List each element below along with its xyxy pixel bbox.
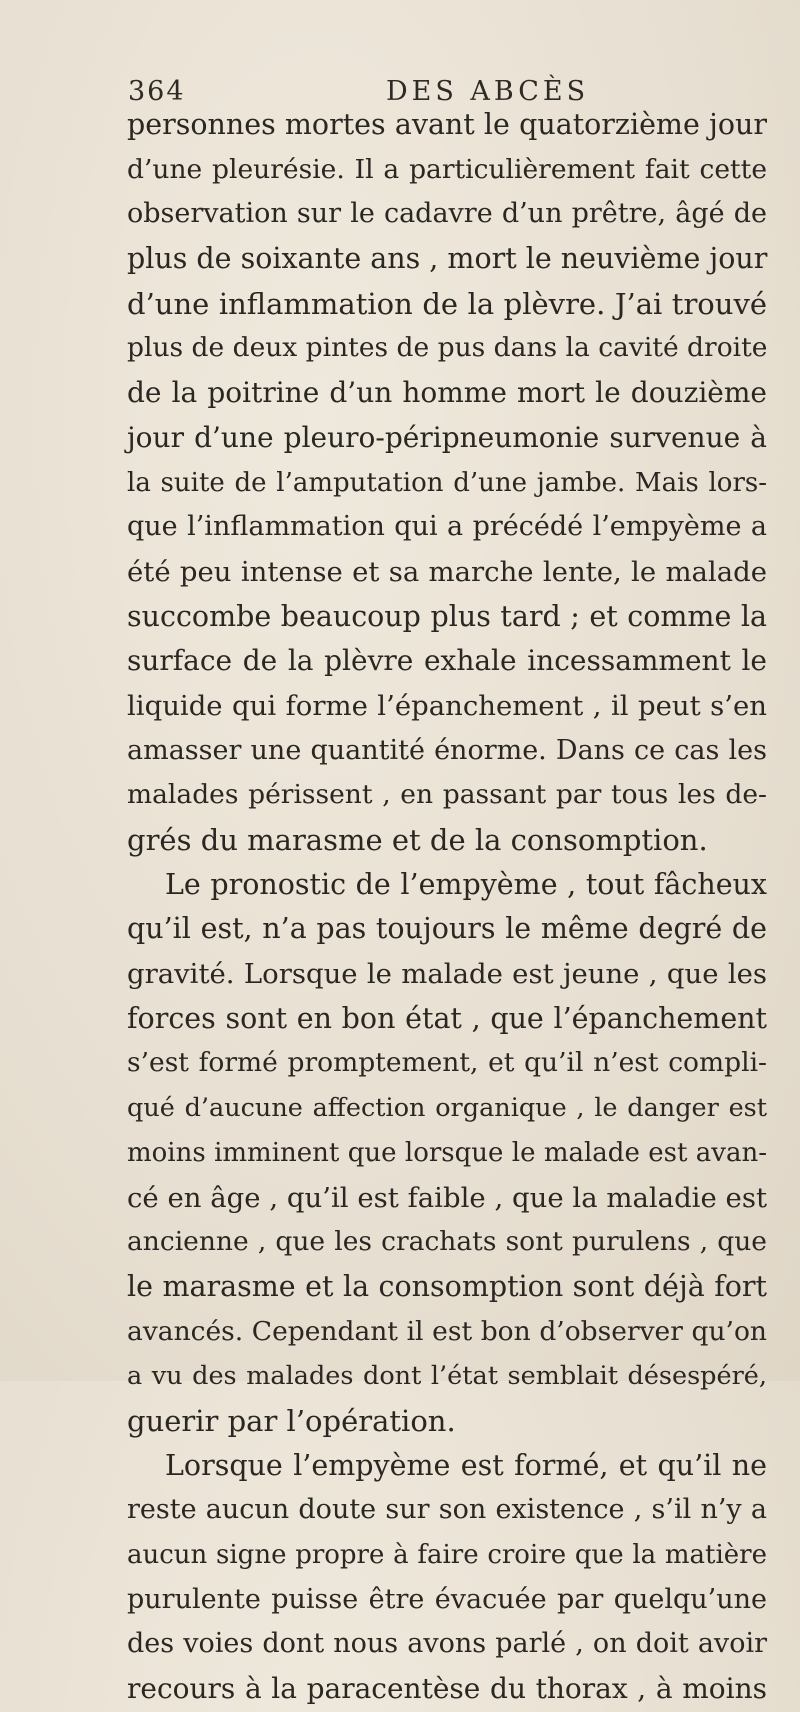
- text-line: guerir par l’opération.: [127, 1403, 456, 1438]
- text-line: Le pronostic de l’empyème , tout fâcheux: [165, 867, 767, 901]
- text-line: des voies dont nous avons parlé , on doit avoir: [127, 1628, 767, 1660]
- page-number: 364: [128, 76, 186, 107]
- text-line: a vu des malades dont l’état semblait désespéré,: [127, 1361, 767, 1392]
- text-line: purulente puisse être évacuée par quelqu’une: [127, 1583, 767, 1615]
- text-line: cé en âge , qu’il est faible , que la maladie est: [127, 1181, 767, 1214]
- text-line: qué d’aucune affection organique , le danger est: [127, 1093, 767, 1124]
- text-line: qu’il est, n’a pas toujours le même degré de: [127, 912, 767, 946]
- text-line: liquide qui forme l’épanchement , il peut s’en: [127, 689, 767, 722]
- text-line: recours à la paracentèse du thorax , à moins: [127, 1672, 767, 1706]
- text-line: s’est formé promptement, et qu’il n’est compli-: [127, 1047, 767, 1079]
- text-line: grés du marasme et de la consomption.: [127, 823, 708, 857]
- text-line: reste aucun doute sur son existence , s’il n’y a: [127, 1494, 767, 1526]
- text-line: plus de deux pintes de pus dans la cavité droite: [127, 332, 768, 364]
- text-line: de la poitrine d’un homme mort le douzième: [127, 376, 767, 410]
- text-line: aucun signe propre à faire croire que la matière: [127, 1540, 767, 1570]
- text-line: forces sont en bon état , que l’épanchement: [127, 1001, 767, 1035]
- text-line: observation sur le cadavre d’un prêtre, âgé de: [127, 198, 767, 230]
- text-line: malades périssent , en passant par tous les de-: [127, 779, 767, 811]
- text-line: été peu intense et sa marche lente, le malade: [127, 555, 767, 588]
- text-line: Lorsque l’empyème est formé, et qu’il ne: [165, 1448, 767, 1482]
- text-line: gravité. Lorsque le malade est jeune , que les: [127, 958, 767, 991]
- text-line: jour d’une pleuro-péripneumonie survenue à: [127, 420, 767, 454]
- text-line: ancienne , que les crachats sont purulens , que: [127, 1226, 767, 1258]
- text-line: d’une inflammation de la plèvre. J’ai trouvé: [127, 286, 767, 321]
- text-line: succombe beaucoup plus tard ; et comme la: [127, 599, 767, 633]
- text-line: plus de soixante ans , mort le neuvième jour: [127, 242, 768, 276]
- text-line: que l’inflammation qui a précédé l’empyème a: [127, 511, 767, 543]
- running-title: DES ABCÈS: [386, 76, 590, 107]
- text-line: surface de la plèvre exhale incessamment le: [127, 644, 767, 678]
- text-line: amasser une quantité énorme. Dans ce cas les: [127, 734, 767, 766]
- text-line: moins imminent que lorsque le malade est avan-: [127, 1137, 767, 1168]
- text-line: d’une pleurésie. Il a particulièrement fait cette: [127, 153, 767, 185]
- text-line: personnes mortes avant le quatorzième jour: [127, 108, 767, 141]
- body-text: [127, 103, 767, 1712]
- text-line: le marasme et la consomption sont déjà fort: [127, 1269, 767, 1303]
- text-line: avancés. Cependant il est bon d’observer qu’on: [127, 1315, 767, 1347]
- text-line: la suite de l’amputation d’une jambe. Mais lors-: [127, 467, 767, 498]
